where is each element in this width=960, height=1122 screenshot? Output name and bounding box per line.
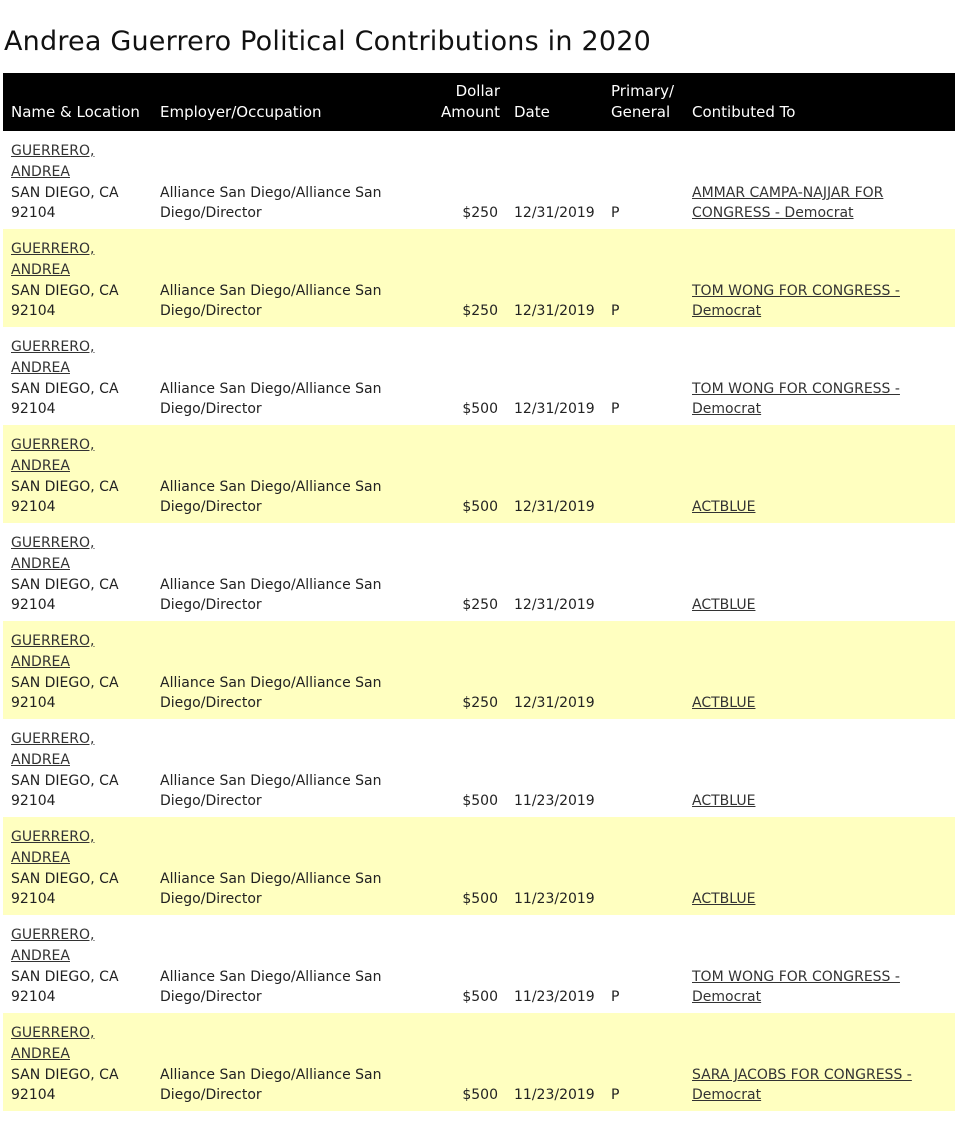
contributor-zip: 92104 <box>11 793 56 809</box>
cell-contributed-to <box>684 523 955 621</box>
cell-name-location <box>3 229 152 327</box>
contributor-location: SAN DIEGO, CA <box>11 577 119 593</box>
cell-date: 12/31/2019 <box>514 499 595 515</box>
cell-name-location <box>3 131 152 229</box>
contributor-zip: 92104 <box>11 891 56 907</box>
header-contributed-to: Contibuted To <box>692 103 796 121</box>
header-amount-line1: Dollar <box>455 82 500 100</box>
cell-contributed-to <box>684 915 955 1013</box>
header-dollar-amount <box>430 73 506 131</box>
table-row <box>3 523 955 621</box>
cell-date: 12/31/2019 <box>514 695 595 711</box>
contributor-name-link[interactable]: GUERRERO, ANDREA <box>11 731 95 768</box>
header-date: Date <box>514 103 550 121</box>
contributions-table <box>3 73 955 1111</box>
table-row <box>3 621 955 719</box>
cell-employer-occupation: Alliance San Diego/Alliance San Diego/Director <box>160 283 382 319</box>
cell-primary-general <box>603 719 684 817</box>
header-pg-line2: General <box>611 103 671 121</box>
recipient-link[interactable]: ACTBLUE <box>692 891 756 907</box>
cell-contributed-to <box>684 229 955 327</box>
cell-name-location <box>3 817 152 915</box>
table-row <box>3 719 955 817</box>
cell-date: 12/31/2019 <box>514 303 595 319</box>
cell-name-location <box>3 523 152 621</box>
recipient-link[interactable]: ACTBLUE <box>692 499 756 515</box>
cell-date: 12/31/2019 <box>514 205 595 221</box>
cell-primary-general: P <box>611 205 620 221</box>
cell-primary-general <box>603 817 684 915</box>
contributor-zip: 92104 <box>11 695 56 711</box>
cell-dollar-amount: $250 <box>462 597 498 613</box>
recipient-link[interactable]: TOM WONG FOR CONGRESS - Democrat <box>692 283 900 319</box>
contributor-location: SAN DIEGO, CA <box>11 283 119 299</box>
cell-date: 12/31/2019 <box>514 401 595 417</box>
cell-employer-occupation: Alliance San Diego/Alliance San Diego/Director <box>160 773 382 809</box>
cell-contributed-to <box>684 425 955 523</box>
recipient-link[interactable]: TOM WONG FOR CONGRESS - Democrat <box>692 969 900 1005</box>
cell-contributed-to <box>684 1013 955 1111</box>
contributor-zip: 92104 <box>11 205 56 221</box>
cell-contributed-to <box>684 719 955 817</box>
contributor-name-link[interactable]: GUERRERO, ANDREA <box>11 437 95 474</box>
table-row <box>3 229 955 327</box>
cell-employer-occupation: Alliance San Diego/Alliance San Diego/Director <box>160 381 382 417</box>
cell-contributed-to <box>684 131 955 229</box>
contributor-name-link[interactable]: GUERRERO, ANDREA <box>11 829 95 866</box>
contributor-location: SAN DIEGO, CA <box>11 773 119 789</box>
header-primary-general <box>603 73 684 131</box>
cell-primary-general: P <box>611 401 620 417</box>
contributor-name-link[interactable]: GUERRERO, ANDREA <box>11 1025 95 1062</box>
contributor-location: SAN DIEGO, CA <box>11 871 119 887</box>
contributor-name-link[interactable]: GUERRERO, ANDREA <box>11 339 95 376</box>
cell-date: 11/23/2019 <box>514 1087 595 1103</box>
recipient-link[interactable]: ACTBLUE <box>692 597 756 613</box>
table-row <box>3 915 955 1013</box>
table-header-row <box>3 73 955 131</box>
contributor-location: SAN DIEGO, CA <box>11 381 119 397</box>
cell-contributed-to <box>684 327 955 425</box>
contributor-name-link[interactable]: GUERRERO, ANDREA <box>11 143 95 180</box>
contributor-location: SAN DIEGO, CA <box>11 479 119 495</box>
contributor-zip: 92104 <box>11 597 56 613</box>
cell-employer-occupation: Alliance San Diego/Alliance San Diego/Director <box>160 969 382 1005</box>
page-title: Andrea Guerrero Political Contributions in 2020 <box>4 26 651 57</box>
cell-dollar-amount: $500 <box>462 499 498 515</box>
cell-dollar-amount: $250 <box>462 205 498 221</box>
cell-name-location <box>3 621 152 719</box>
contributor-name-link[interactable]: GUERRERO, ANDREA <box>11 633 95 670</box>
cell-employer-occupation: Alliance San Diego/Alliance San Diego/Director <box>160 675 382 711</box>
header-pg-line1: Primary/ <box>611 82 675 100</box>
contributor-name-link[interactable]: GUERRERO, ANDREA <box>11 535 95 572</box>
cell-employer-occupation: Alliance San Diego/Alliance San Diego/Director <box>160 185 382 221</box>
cell-dollar-amount: $250 <box>462 303 498 319</box>
cell-dollar-amount: $500 <box>462 1087 498 1103</box>
recipient-link[interactable]: SARA JACOBS FOR CONGRESS - Democrat <box>692 1067 912 1103</box>
cell-primary-general: P <box>611 1087 620 1103</box>
cell-dollar-amount: $500 <box>462 793 498 809</box>
cell-primary-general <box>603 523 684 621</box>
cell-dollar-amount: $500 <box>462 401 498 417</box>
contributor-zip: 92104 <box>11 401 56 417</box>
cell-employer-occupation: Alliance San Diego/Alliance San Diego/Director <box>160 1067 382 1103</box>
cell-name-location <box>3 1013 152 1111</box>
contributor-zip: 92104 <box>11 989 56 1005</box>
cell-primary-general: P <box>611 989 620 1005</box>
contributor-location: SAN DIEGO, CA <box>11 969 119 985</box>
table-row <box>3 131 955 229</box>
contributor-zip: 92104 <box>11 1087 56 1103</box>
cell-name-location <box>3 425 152 523</box>
cell-name-location <box>3 915 152 1013</box>
cell-date: 11/23/2019 <box>514 793 595 809</box>
cell-dollar-amount: $500 <box>462 891 498 907</box>
contributor-location: SAN DIEGO, CA <box>11 675 119 691</box>
cell-contributed-to <box>684 621 955 719</box>
cell-dollar-amount: $250 <box>462 695 498 711</box>
recipient-link[interactable]: AMMAR CAMPA-NAJJAR FOR CONGRESS - Democrat <box>692 185 884 221</box>
header-employer-occupation: Employer/Occupation <box>160 103 322 121</box>
table-row <box>3 817 955 915</box>
contributor-location: SAN DIEGO, CA <box>11 1067 119 1083</box>
table-row <box>3 425 955 523</box>
recipient-link[interactable]: ACTBLUE <box>692 695 756 711</box>
cell-date: 11/23/2019 <box>514 989 595 1005</box>
contributor-zip: 92104 <box>11 303 56 319</box>
recipient-link[interactable]: ACTBLUE <box>692 793 756 809</box>
cell-employer-occupation: Alliance San Diego/Alliance San Diego/Director <box>160 577 382 613</box>
cell-name-location <box>3 327 152 425</box>
cell-primary-general: P <box>611 303 620 319</box>
contributor-name-link[interactable]: GUERRERO, ANDREA <box>11 241 95 278</box>
cell-date: 12/31/2019 <box>514 597 595 613</box>
contributor-zip: 92104 <box>11 499 56 515</box>
cell-employer-occupation: Alliance San Diego/Alliance San Diego/Director <box>160 479 382 515</box>
cell-employer-occupation: Alliance San Diego/Alliance San Diego/Director <box>160 871 382 907</box>
contributor-location: SAN DIEGO, CA <box>11 185 119 201</box>
cell-name-location <box>3 719 152 817</box>
table-row <box>3 327 955 425</box>
cell-dollar-amount: $500 <box>462 989 498 1005</box>
recipient-link[interactable]: TOM WONG FOR CONGRESS - Democrat <box>692 381 900 417</box>
cell-primary-general <box>603 425 684 523</box>
header-name-location: Name & Location <box>11 103 140 121</box>
cell-primary-general <box>603 621 684 719</box>
table-row <box>3 1013 955 1111</box>
cell-contributed-to <box>684 817 955 915</box>
cell-date: 11/23/2019 <box>514 891 595 907</box>
contributor-name-link[interactable]: GUERRERO, ANDREA <box>11 927 95 964</box>
header-amount-line2: Amount <box>441 103 500 121</box>
